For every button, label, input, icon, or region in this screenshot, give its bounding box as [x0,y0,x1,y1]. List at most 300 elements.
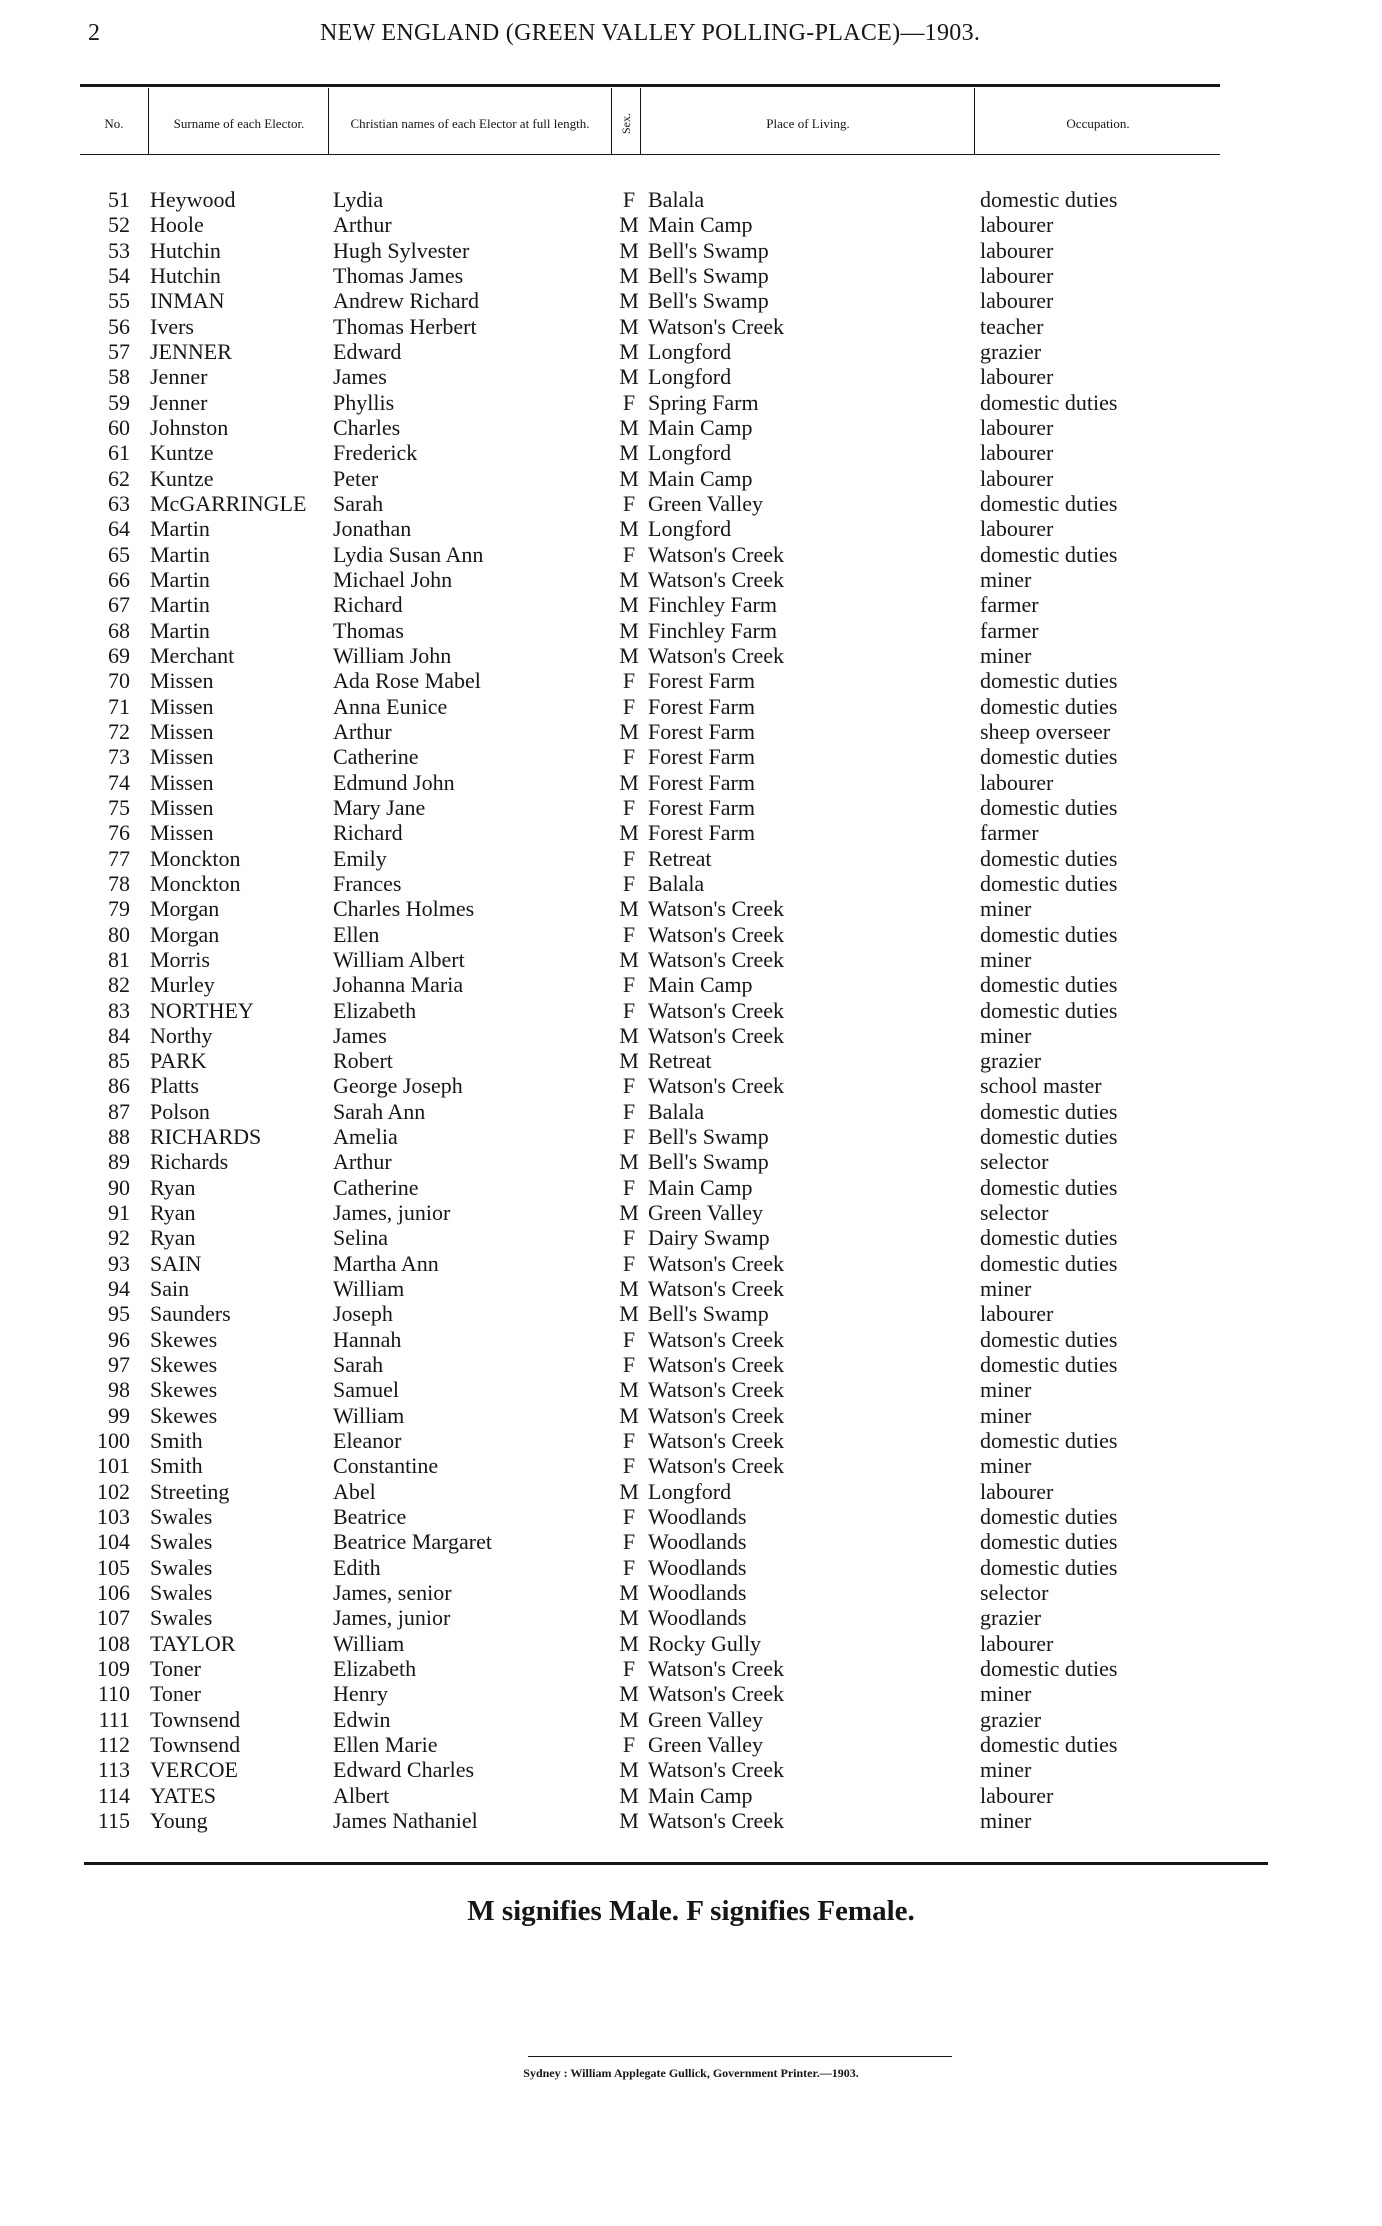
elector-place: Watson's Creek [648,896,784,922]
elector-sex: F [622,1732,636,1758]
elector-place: Retreat [648,845,712,871]
elector-occupation: domestic duties [980,1174,1118,1200]
elector-surname: Sain [150,1276,190,1302]
elector-surname: Missen [150,769,214,795]
elector-number: 80 [108,921,130,947]
elector-place: Bell's Swamp [648,1301,769,1327]
elector-place: Watson's Creek [648,642,784,668]
elector-surname: Townsend [150,1706,241,1732]
elector-christian-names: James Nathaniel [333,1808,478,1833]
elector-occupation: labourer [980,288,1054,314]
elector-occupation: domestic duties [980,794,1118,820]
elector-place: Forest Farm [648,668,755,694]
printer-rule [528,2056,952,2057]
elector-surname: Martin [150,592,210,618]
elector-christian-names: Charles Holmes [333,896,475,922]
elector-place: Watson's Creek [648,1757,784,1783]
elector-surname: Murley [150,972,215,998]
elector-christian-names: Ellen Marie [333,1732,438,1758]
elector-sex: F [622,1352,636,1378]
elector-occupation: farmer [980,617,1039,643]
elector-christian-names: William John [333,642,452,668]
elector-number: 94 [108,1276,130,1302]
elector-row [0,820,1382,845]
elector-surname: Toner [150,1681,201,1707]
elector-number: 69 [108,642,130,668]
elector-surname: VERCOE [150,1757,238,1783]
elector-place: Forest Farm [648,693,755,719]
elector-christian-names: Hugh Sylvester [333,237,470,263]
elector-occupation: grazier [980,1605,1042,1631]
elector-place: Watson's Creek [648,1352,784,1378]
elector-surname: Swales [150,1580,213,1606]
elector-christian-names: Lydia Susan Ann [333,541,484,567]
elector-row [0,1276,1382,1301]
elector-place: Main Camp [648,212,753,238]
elector-christian-names: Henry [333,1681,388,1707]
elector-surname: Merchant [150,642,235,668]
elector-row [0,567,1382,592]
elector-number: 85 [108,1048,130,1074]
elector-sex: M [619,237,639,263]
elector-sex: M [619,820,639,846]
elector-sex: F [622,1656,636,1682]
elector-occupation: domestic duties [980,187,1118,212]
elector-occupation: domestic duties [980,744,1118,770]
elector-place: Watson's Creek [648,921,784,947]
elector-number: 113 [97,1757,130,1783]
elector-number: 91 [108,1200,130,1226]
elector-place: Green Valley [648,1200,764,1226]
elector-number: 103 [97,1504,130,1530]
elector-surname: Morgan [150,921,220,947]
elector-row [0,1732,1382,1757]
elector-sex: F [622,1453,636,1479]
elector-row [0,1124,1382,1149]
elector-number: 112 [97,1732,130,1758]
elector-christian-names: Mary Jane [333,794,426,820]
elector-place: Forest Farm [648,794,755,820]
elector-surname: Smith [150,1453,203,1479]
elector-row [0,1631,1382,1656]
elector-christian-names: Edward [333,338,402,364]
elector-row [0,1808,1382,1833]
elector-row [0,1656,1382,1681]
elector-sex: M [619,769,639,795]
elector-occupation: miner [980,1453,1032,1479]
elector-number: 57 [108,338,130,364]
elector-christian-names: Sarah [333,490,384,516]
elector-sex: M [619,946,639,972]
header-bottom-rule [80,154,1220,155]
elector-number: 89 [108,1149,130,1175]
elector-christian-names: Elizabeth [333,997,417,1023]
elector-christian-names: Sarah [333,1352,384,1378]
elector-sex: F [622,1529,636,1555]
elector-row [0,1301,1382,1326]
elector-number: 105 [97,1554,130,1580]
elector-sex: M [619,1605,639,1631]
elector-christian-names: Anna Eunice [333,693,448,719]
elector-christian-names: Frances [333,870,402,896]
elector-sex: M [619,1630,639,1656]
elector-number: 55 [108,288,130,314]
elector-surname: Swales [150,1605,213,1631]
elector-christian-names: William Albert [333,946,465,972]
elector-christian-names: Richard [333,820,403,846]
column-divider [328,88,329,154]
elector-row [0,1149,1382,1174]
elector-place: Bell's Swamp [648,288,769,314]
elector-number: 72 [108,718,130,744]
elector-occupation: labourer [980,465,1054,491]
elector-surname: Hutchin [150,262,221,288]
elector-occupation: labourer [980,212,1054,238]
elector-surname: JENNER [150,338,232,364]
elector-place: Watson's Creek [648,541,784,567]
elector-row [0,1428,1382,1453]
elector-number: 96 [108,1326,130,1352]
elector-row [0,1605,1382,1630]
elector-number: 90 [108,1174,130,1200]
elector-place: Watson's Creek [648,1808,784,1833]
elector-place: Woodlands [648,1605,747,1631]
elector-sex: F [622,1504,636,1530]
elector-sex: F [622,1073,636,1099]
elector-row [0,643,1382,668]
printer-imprint: Sydney : William Applegate Gullick, Government Printer.—1903. [523,2066,859,2080]
elector-number: 83 [108,997,130,1023]
elector-surname: Hoole [150,212,204,238]
elector-christian-names: Emily [333,845,387,871]
elector-christian-names: Edward Charles [333,1757,475,1783]
elector-number: 97 [108,1352,130,1378]
elector-place: Watson's Creek [648,1656,784,1682]
elector-surname: PARK [150,1048,207,1074]
elector-sex: F [622,870,636,896]
elector-christian-names: Selina [333,1225,388,1251]
page-number: 2 [88,20,100,46]
elector-surname: Skewes [150,1326,218,1352]
elector-surname: Northy [150,1022,213,1048]
elector-number: 51 [108,187,130,212]
elector-christian-names: Abel [333,1478,376,1504]
elector-sex: F [622,1250,636,1276]
elector-christian-names: Thomas [333,617,404,643]
footer-note: M signifies Male. F signifies Female. [467,1895,915,1927]
elector-occupation: domestic duties [980,490,1118,516]
elector-occupation: selector [980,1200,1049,1226]
elector-sex: M [619,1276,639,1302]
elector-occupation: domestic duties [980,1326,1118,1352]
elector-place: Woodlands [648,1554,747,1580]
elector-row [0,288,1382,313]
elector-sex: M [619,617,639,643]
elector-occupation: domestic duties [980,389,1118,415]
elector-occupation: domestic duties [980,972,1118,998]
elector-surname: Ivers [150,313,194,339]
elector-sex: M [619,414,639,440]
elector-christian-names: Albert [333,1782,390,1808]
elector-sex: F [622,1098,636,1124]
elector-christian-names: Arthur [333,212,392,238]
elector-occupation: domestic duties [980,1124,1118,1150]
elector-sex: M [619,516,639,542]
elector-row [0,238,1382,263]
header-top-rule [80,84,1220,87]
elector-christian-names: Eleanor [333,1428,402,1454]
elector-number: 61 [108,440,130,466]
elector-christian-names: William [333,1630,405,1656]
elector-sex: M [619,642,639,668]
elector-number: 60 [108,414,130,440]
elector-place: Watson's Creek [648,1428,784,1454]
elector-surname: Skewes [150,1377,218,1403]
elector-place: Woodlands [648,1504,747,1530]
elector-occupation: miner [980,1402,1032,1428]
elector-occupation: domestic duties [980,541,1118,567]
elector-surname: Martin [150,516,210,542]
elector-surname: Martin [150,541,210,567]
elector-place: Watson's Creek [648,1402,784,1428]
table-bottom-rule [84,1862,1268,1865]
elector-number: 109 [97,1656,130,1682]
elector-place: Finchley Farm [648,592,777,618]
elector-number: 110 [97,1681,130,1707]
elector-place: Bell's Swamp [648,237,769,263]
elector-surname: YATES [150,1782,217,1808]
elector-sex: M [619,1681,639,1707]
elector-sex: F [622,693,636,719]
elector-place: Forest Farm [648,744,755,770]
elector-number: 77 [108,845,130,871]
elector-number: 92 [108,1225,130,1251]
elector-occupation: domestic duties [980,1352,1118,1378]
elector-sex: F [622,389,636,415]
elector-number: 86 [108,1073,130,1099]
elector-surname: Missen [150,820,214,846]
elector-christian-names: Amelia [333,1124,398,1150]
elector-christian-names: Ada Rose Mabel [333,668,481,694]
elector-surname: Jenner [150,364,208,390]
elector-christian-names: Hannah [333,1326,402,1352]
elector-christian-names: Edith [333,1554,381,1580]
elector-row [0,491,1382,516]
elector-row [0,618,1382,643]
elector-sex: M [619,592,639,618]
elector-number: 84 [108,1022,130,1048]
elector-occupation: labourer [980,1478,1054,1504]
elector-place: Woodlands [648,1529,747,1555]
elector-place: Woodlands [648,1580,747,1606]
elector-surname: Richards [150,1149,229,1175]
elector-occupation: miner [980,1022,1032,1048]
elector-surname: Smith [150,1428,203,1454]
elector-surname: Morgan [150,896,220,922]
elector-surname: Missen [150,718,214,744]
elector-sex: F [622,1225,636,1251]
elector-surname: NORTHEY [150,997,254,1023]
elector-christian-names: Andrew Richard [333,288,480,314]
elector-surname: SAIN [150,1250,202,1276]
elector-christian-names: Thomas Herbert [333,313,477,339]
elector-surname: Ryan [150,1174,196,1200]
elector-place: Watson's Creek [648,1276,784,1302]
elector-christian-names: James [333,364,387,390]
elector-place: Watson's Creek [648,1022,784,1048]
elector-row [0,896,1382,921]
elector-christian-names: Constantine [333,1453,439,1479]
elector-surname: Toner [150,1656,201,1682]
elector-sex: M [619,1782,639,1808]
elector-surname: Swales [150,1504,213,1530]
elector-place: Retreat [648,1048,712,1074]
elector-place: Watson's Creek [648,1377,784,1403]
elector-occupation: domestic duties [980,1225,1118,1251]
elector-row [0,1048,1382,1073]
elector-surname: Kuntze [150,465,214,491]
elector-place: Rocky Gully [648,1630,762,1656]
elector-row [0,314,1382,339]
elector-place: Watson's Creek [648,566,784,592]
elector-number: 66 [108,566,130,592]
elector-occupation: domestic duties [980,921,1118,947]
elector-christian-names: Samuel [333,1377,399,1403]
elector-row [0,998,1382,1023]
elector-place: Main Camp [648,1782,753,1808]
elector-christian-names: Johanna Maria [333,972,464,998]
elector-occupation: labourer [980,364,1054,390]
elector-sex: M [619,1377,639,1403]
elector-occupation: teacher [980,313,1044,339]
elector-number: 52 [108,212,130,238]
elector-place: Main Camp [648,465,753,491]
elector-number: 82 [108,972,130,998]
elector-sex: F [622,845,636,871]
elector-place: Green Valley [648,490,764,516]
elector-occupation: sheep overseer [980,718,1111,744]
elector-surname: Morris [150,946,210,972]
elector-christian-names: Beatrice [333,1504,407,1530]
elector-occupation: farmer [980,820,1039,846]
elector-row [0,592,1382,617]
elector-christian-names: Jonathan [333,516,412,542]
elector-number: 58 [108,364,130,390]
elector-sex: M [619,1808,639,1833]
elector-christian-names: James, senior [333,1580,452,1606]
elector-occupation: labourer [980,1301,1054,1327]
elector-sex: F [622,1554,636,1580]
elector-occupation: miner [980,1808,1032,1833]
elector-occupation: grazier [980,1048,1042,1074]
elector-row [0,187,1382,212]
elector-christian-names: Sarah Ann [333,1098,426,1124]
elector-surname: Missen [150,668,214,694]
elector-sex: M [619,262,639,288]
elector-christian-names: James, junior [333,1605,451,1631]
elector-place: Main Camp [648,414,753,440]
elector-row [0,390,1382,415]
elector-row [0,922,1382,947]
elector-sex: F [622,1124,636,1150]
elector-surname: Swales [150,1529,213,1555]
elector-number: 74 [108,769,130,795]
elector-number: 98 [108,1377,130,1403]
elector-occupation: miner [980,1757,1032,1783]
elector-row [0,1251,1382,1276]
elector-place: Balala [648,1098,705,1124]
elector-surname: Saunders [150,1301,231,1327]
elector-sex: M [619,288,639,314]
elector-sex: M [619,1200,639,1226]
elector-place: Watson's Creek [648,1326,784,1352]
elector-occupation: domestic duties [980,1504,1118,1530]
elector-place: Main Camp [648,1174,753,1200]
elector-place: Watson's Creek [648,1681,784,1707]
elector-occupation: selector [980,1580,1049,1606]
elector-number: 104 [97,1529,130,1555]
elector-occupation: selector [980,1149,1049,1175]
elector-number: 100 [97,1428,130,1454]
elector-row [0,1757,1382,1782]
elector-row [0,1175,1382,1200]
elector-occupation: labourer [980,414,1054,440]
elector-number: 62 [108,465,130,491]
elector-surname: Skewes [150,1402,218,1428]
elector-occupation: labourer [980,262,1054,288]
elector-occupation: domestic duties [980,1529,1118,1555]
elector-occupation: domestic duties [980,693,1118,719]
elector-row [0,1479,1382,1504]
elector-christian-names: Catherine [333,1174,419,1200]
elector-surname: Monckton [150,845,241,871]
elector-occupation: farmer [980,592,1039,618]
elector-occupation: labourer [980,440,1054,466]
elector-christian-names: Joseph [333,1301,393,1327]
elector-place: Watson's Creek [648,313,784,339]
elector-christian-names: Ellen [333,921,380,947]
elector-sex: M [619,1301,639,1327]
elector-place: Watson's Creek [648,997,784,1023]
column-divider [974,88,975,154]
elector-place: Longford [648,516,732,542]
elector-sex: F [622,1174,636,1200]
elector-sex: M [619,1402,639,1428]
elector-row [0,871,1382,896]
elector-place: Bell's Swamp [648,262,769,288]
elector-row [0,1225,1382,1250]
elector-surname: Ryan [150,1225,196,1251]
elector-number: 63 [108,490,130,516]
elector-place: Longford [648,440,732,466]
elector-occupation: miner [980,1377,1032,1403]
elector-sex: F [622,972,636,998]
elector-occupation: domestic duties [980,1732,1118,1758]
column-header-occupation: Occupation. [1066,116,1130,131]
elector-place: Bell's Swamp [648,1149,769,1175]
elector-sex: F [622,921,636,947]
elector-row [0,1377,1382,1402]
elector-row [0,466,1382,491]
elector-christian-names: Beatrice Margaret [333,1529,493,1555]
elector-sex: F [622,744,636,770]
elector-number: 75 [108,794,130,820]
elector-occupation: labourer [980,516,1054,542]
elector-occupation: domestic duties [980,1656,1118,1682]
elector-number: 99 [108,1402,130,1428]
elector-row [0,719,1382,744]
elector-number: 53 [108,237,130,263]
